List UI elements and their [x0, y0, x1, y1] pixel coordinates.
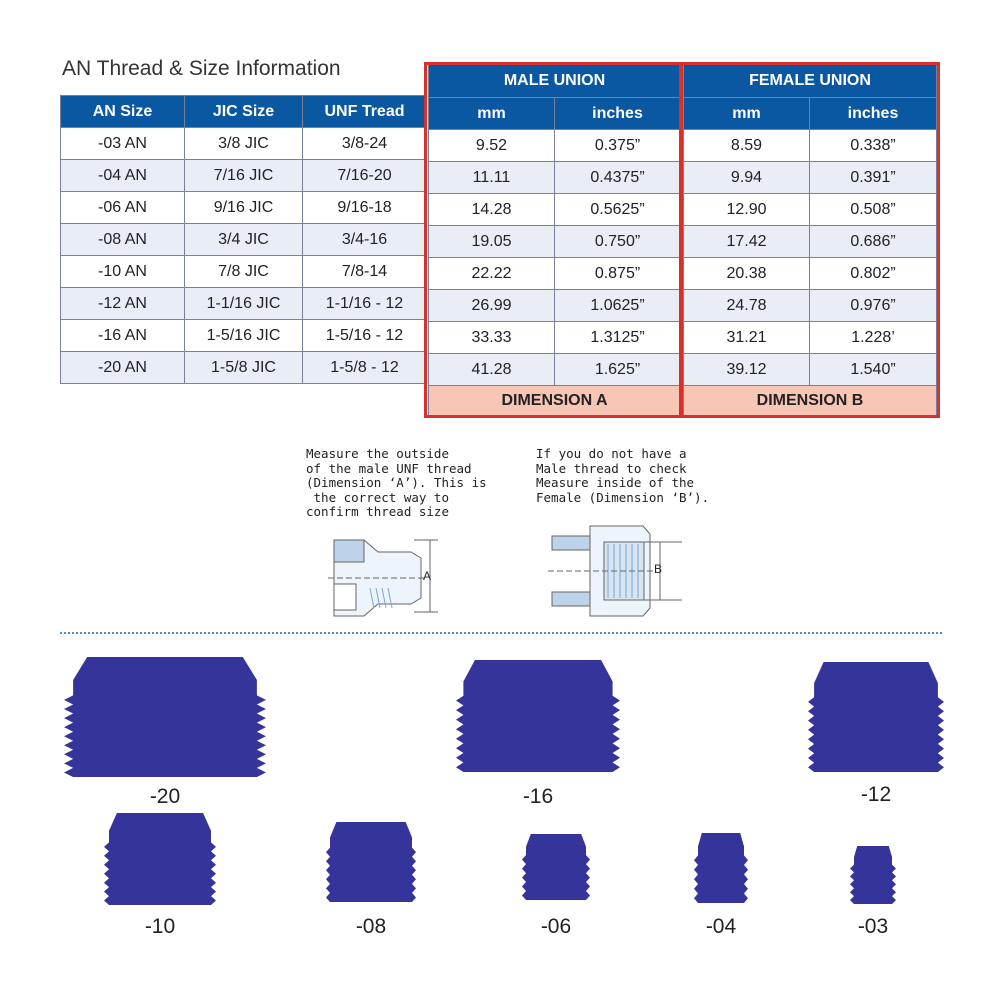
table-row [61, 352, 427, 384]
male-union-title: MALE UNION [429, 65, 681, 98]
column-header-jic-size: JIC Size [185, 96, 303, 128]
table-cell: 7/16 JIC [185, 160, 303, 192]
table-cell: 0.802” [810, 258, 937, 290]
table-cell: 17.42 [684, 226, 810, 258]
table-row [61, 192, 427, 224]
table-row [429, 226, 681, 258]
fitting-shape [850, 846, 896, 904]
table-cell: 26.99 [429, 290, 555, 322]
table-cell: -03 AN [61, 128, 185, 160]
fitting-size-label: -06 [540, 915, 572, 938]
table-cell: -08 AN [61, 224, 185, 256]
male-union-header-mm: mm [429, 98, 555, 130]
table-cell: 9.94 [684, 162, 810, 194]
female-union-header-inches: inches [810, 98, 937, 130]
table-cell: -04 AN [61, 160, 185, 192]
table-cell: 19.05 [429, 226, 555, 258]
page-title: AN Thread & Size Information [62, 57, 341, 80]
table-row [684, 194, 937, 226]
table-cell: 1-5/8 JIC [185, 352, 303, 384]
fitting-shape [64, 657, 266, 777]
table-cell: -06 AN [61, 192, 185, 224]
table-cell: 20.38 [684, 258, 810, 290]
table-cell: -20 AN [61, 352, 185, 384]
table-cell: 0.4375” [555, 162, 681, 194]
table-cell: 0.375” [555, 130, 681, 162]
table-cell: 1-5/16 - 12 [303, 320, 427, 352]
fitting-silhouette [326, 822, 416, 902]
table-cell: 33.33 [429, 322, 555, 354]
fitting-silhouette [522, 834, 590, 900]
fitting-shape [326, 822, 416, 902]
table-row [684, 226, 937, 258]
table-cell: 7/16-20 [303, 160, 427, 192]
table-cell: 0.976” [810, 290, 937, 322]
table-cell: 0.508” [810, 194, 937, 226]
table-row [429, 130, 681, 162]
table-row [429, 290, 681, 322]
table-cell: 9.52 [429, 130, 555, 162]
table-header-row [61, 96, 427, 128]
male-union-table [428, 64, 681, 417]
fitting-shape [694, 833, 748, 903]
table-row [684, 354, 937, 386]
table-cell: 1-1/16 - 12 [303, 288, 427, 320]
table-cell: 14.28 [429, 194, 555, 226]
fitting-shape [104, 813, 216, 905]
table-row [684, 290, 937, 322]
table-cell: 1.540” [810, 354, 937, 386]
table-row [684, 258, 937, 290]
table-cell: 1.0625” [555, 290, 681, 322]
table-cell: 0.5625” [555, 194, 681, 226]
table-cell: 22.22 [429, 258, 555, 290]
table-row [61, 224, 427, 256]
table-row [684, 322, 937, 354]
table-row [61, 128, 427, 160]
fitting-size-label: -10 [144, 915, 176, 938]
table-cell: 0.338” [810, 130, 937, 162]
fitting-shape [808, 662, 944, 772]
table-cell: 1-1/16 JIC [185, 288, 303, 320]
female-union-table [683, 64, 937, 417]
table-cell: 12.90 [684, 194, 810, 226]
table-row [61, 160, 427, 192]
column-header-an-size: AN Size [61, 96, 185, 128]
table-row [684, 162, 937, 194]
fitting-silhouette [850, 846, 896, 904]
table-cell: 3/4-16 [303, 224, 427, 256]
table-cell: 24.78 [684, 290, 810, 322]
table-row [429, 258, 681, 290]
table-row [429, 322, 681, 354]
table-cell: 7/8 JIC [185, 256, 303, 288]
table-row [684, 130, 937, 162]
dimension-b-label: DIMENSION B [684, 386, 937, 417]
table-cell: 11.11 [429, 162, 555, 194]
table-cell: 0.750” [555, 226, 681, 258]
female-union-title: FEMALE UNION [684, 65, 937, 98]
fitting-silhouette [694, 833, 748, 903]
an-size-table [60, 95, 427, 384]
fitting-silhouette [104, 813, 216, 905]
table-cell: 1-5/16 JIC [185, 320, 303, 352]
table-cell: -10 AN [61, 256, 185, 288]
table-cell: 31.21 [684, 322, 810, 354]
column-header-unf-thread: UNF Tread [303, 96, 427, 128]
fitting-silhouette [808, 662, 944, 772]
table-cell: 1-5/8 - 12 [303, 352, 427, 384]
table-cell: 8.59 [684, 130, 810, 162]
table-row [429, 354, 681, 386]
table-cell: 1.3125” [555, 322, 681, 354]
fitting-shape [456, 660, 620, 772]
table-row [61, 320, 427, 352]
table-row [61, 288, 427, 320]
table-cell: 3/4 JIC [185, 224, 303, 256]
table-row [429, 194, 681, 226]
table-cell: -16 AN [61, 320, 185, 352]
male-union-header-inches: inches [555, 98, 681, 130]
table-cell: 39.12 [684, 354, 810, 386]
table-cell: 0.875” [555, 258, 681, 290]
table-cell: 7/8-14 [303, 256, 427, 288]
dimension-a-label: DIMENSION A [429, 386, 681, 417]
table-cell: 3/8-24 [303, 128, 427, 160]
table-cell: 1.228’ [810, 322, 937, 354]
table-cell: -12 AN [61, 288, 185, 320]
fitting-size-label: -16 [522, 785, 554, 808]
female-union-header-mm: mm [684, 98, 810, 130]
section-divider [60, 632, 942, 634]
fitting-silhouette [456, 660, 620, 772]
fitting-size-label: -12 [860, 783, 892, 806]
dimension-a-marker: A [423, 569, 432, 583]
fitting-silhouette [64, 657, 266, 777]
table-cell: 0.391” [810, 162, 937, 194]
male-fitting-diagram [326, 528, 446, 620]
table-cell: 0.686” [810, 226, 937, 258]
female-measure-note: If you do not have a Male thread to check Measure inside of the Female (Dimension ‘B’). [536, 446, 710, 505]
table-cell: 9/16-18 [303, 192, 427, 224]
fitting-size-label: -20 [149, 785, 181, 808]
table-cell: 9/16 JIC [185, 192, 303, 224]
table-row [61, 256, 427, 288]
fitting-size-label: -04 [705, 915, 737, 938]
fitting-shape [522, 834, 590, 900]
fitting-size-label: -08 [355, 915, 387, 938]
table-cell: 3/8 JIC [185, 128, 303, 160]
female-fitting-diagram [548, 520, 688, 620]
table-cell: 1.625” [555, 354, 681, 386]
male-measure-note: Measure the outside of the male UNF thread (Dimension ‘A’). This is the correct way to confirm thread size [306, 446, 487, 519]
dimension-b-marker: B [654, 562, 663, 576]
fitting-size-label: -03 [857, 915, 889, 938]
table-cell: 41.28 [429, 354, 555, 386]
table-row [429, 162, 681, 194]
